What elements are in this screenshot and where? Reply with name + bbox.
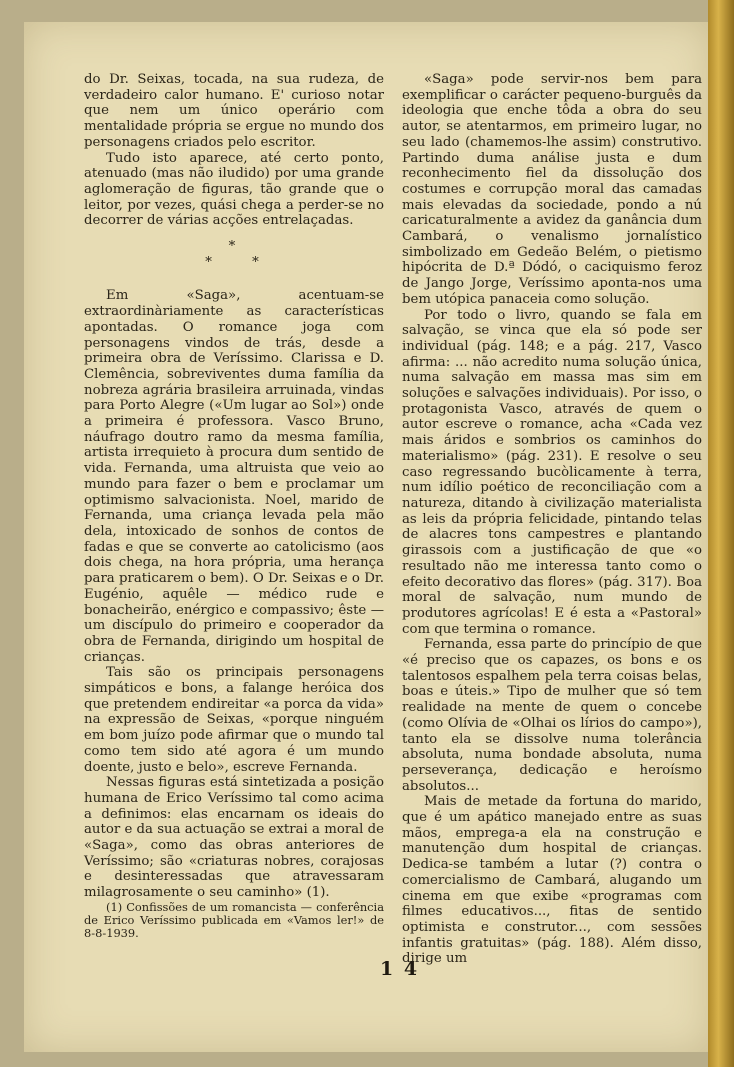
paragraph: Em «Saga», acentuam-se extraordinàriamente as características apontadas. O romance joga com personagens vindos de trás, desde a primeira obra de Veríssimo. Clarissa e D. Clemência, sobreviventes duma família da nobreza agrária brasileira arruinada, vindas para Porto Alegre («Um lugar ao Sol») onde a primeira é professora. Vasco Bruno, náufrago doutro ramo da mesma família, artista irrequieto à procura dum sentido de vida. Fernanda, uma altruista que veio ao mundo para fazer o bem e proclamar um optimismo salvacionista. Noel, marido de Fernanda, uma criança levada pela mão dela, intoxicado de sonhos de contos de fadas e que se converte ao catolicismo (aos dois chega, na hora própria, uma herança para praticarem o bem). O Dr. Seixas e o Dr. Eugénio, aquêle — médico rude e bonacheirão, enérgico e compassivo; êste — um discípulo do primeiro e cooperador da obra de Fernanda, dirigindo um hospital de crianças.: [84, 288, 384, 665]
footnote: (1) Confissões de um romancista — conferência de Erico Veríssimo publicada em «Vamos ler!» de 8-8-1939.: [84, 899, 384, 940]
page-number: 1 4: [380, 958, 420, 980]
right-column: [402, 72, 702, 967]
separator-star: *: [228, 239, 240, 255]
paragraph: Fernanda, essa parte do princípio de que «é preciso que os capazes, os bons e os talentosos espalhem pela terra coisas belas, boas e úteis.» Tipo de mulher que só tem realidade na mente de quem o concebe (como Olívia de «Olhai os lírios do campo»), tanto ela se dissolve numa tolerância absoluta, numa bondade absoluta, numa perseverança, dedicação e heroísmo absolutos...: [402, 637, 702, 794]
left-column: [84, 72, 384, 940]
separator-stars: * *: [205, 254, 263, 270]
paragraph: Nessas figuras está sintetizada a posição humana de Erico Veríssimo tal como acima a definimos: elas encarnam os ideais do autor e da sua actuação se extrai a moral de «Saga», como das obras anteriores de Veríssimo; são «criaturas nobres, corajosas e desinteressadas que atravessaram milagrosamente o seu caminho» (1).: [84, 775, 384, 901]
paragraph: Mais de metade da fortuna do marido, que é um apático manejado entre as suas mãos, emprega-a ela na construção e manutenção dum hospital de crianças. Dedica-se também a lutar (?) contra o comercialismo de Cambará, alugando um cinema em que exibe «programas com filmes educativos..., fitas de sentido optimista e construtor..., com sessões infantis gratuitas» (pág. 188). Além disso, dirige um: [402, 794, 702, 967]
paragraph: Tais são os principais personagens simpáticos e bons, a falange heróica dos que pretendem endireitar «a porca da vida» na expressão de Seixas, «porque ninguém em bom juízo pode afirmar que o mundo tal como tem sido até agora é um mundo doente, justo e belo», escreve Fernanda.: [84, 665, 384, 775]
section-separator: [84, 239, 384, 270]
page-edge: [708, 0, 734, 1067]
paragraph: Por todo o livro, quando se fala em salvação, se vinca que ela só pode ser individual (pág. 148; e a pág. 217, Vasco afirma: ... não acredito numa solução única, numa salvação em massa mas sim em soluções e salvações individuais). Por isso, o protagonista Vasco, através de quem o autor escreve o romance, acha «Cada vez mais áridos e sombrios os caminhos do materialismo» (pág. 231). E resolve o seu caso regressando bucòlicamente à terra, num idílio poético de reconciliação com a natureza, ditando à civilização materialista as leis da própria felicidade, pintando telas de alacres tons campestres e plantando girassois com a justificação de que «o resultado não me interessa tanto como o efeito decorativo das flores» (pág. 317). Boa moral de salvação, num mundo de produtores agrícolas! E é esta a «Pastoral» com que termina o romance.: [402, 307, 702, 637]
paragraph: do Dr. Seixas, tocada, na sua rudeza, de verdadeiro calor humano. E' curioso notar que nem um único operário com mentalidade própria se ergue no mundo dos personagens criados pelo escritor.: [84, 72, 384, 150]
paragraph: Tudo isto aparece, até certo ponto, atenuado (mas não iludido) por uma grande aglomeração de figuras, tão grande que o leitor, por vezes, quási chega a perder-se no decorrer de várias acções entrelaçadas.: [84, 150, 384, 229]
paragraph: «Saga» pode servir-nos bem para exemplificar o carácter pequeno-burguês da ideologia que enche tôda a obra do seu autor, se atentarmos, em primeiro lugar, no seu lado (chamemos-lhe assim) construtivo. Partindo duma análise justa e dum reconhecimento fiel da dissolução dos costumes e corrupção moral das camadas mais elevadas da sociedade, pondo a nú caricaturalmente a avidez da ganância dum Cambará, o venalismo jornalístico simbolizado em Gedeão Belém, o pietismo hipócrita de D.ª Dódó, o caciquismo feroz de Jango Jorge, Veríssimo aponta-nos uma bem utópica panaceia como solução.: [402, 72, 702, 307]
